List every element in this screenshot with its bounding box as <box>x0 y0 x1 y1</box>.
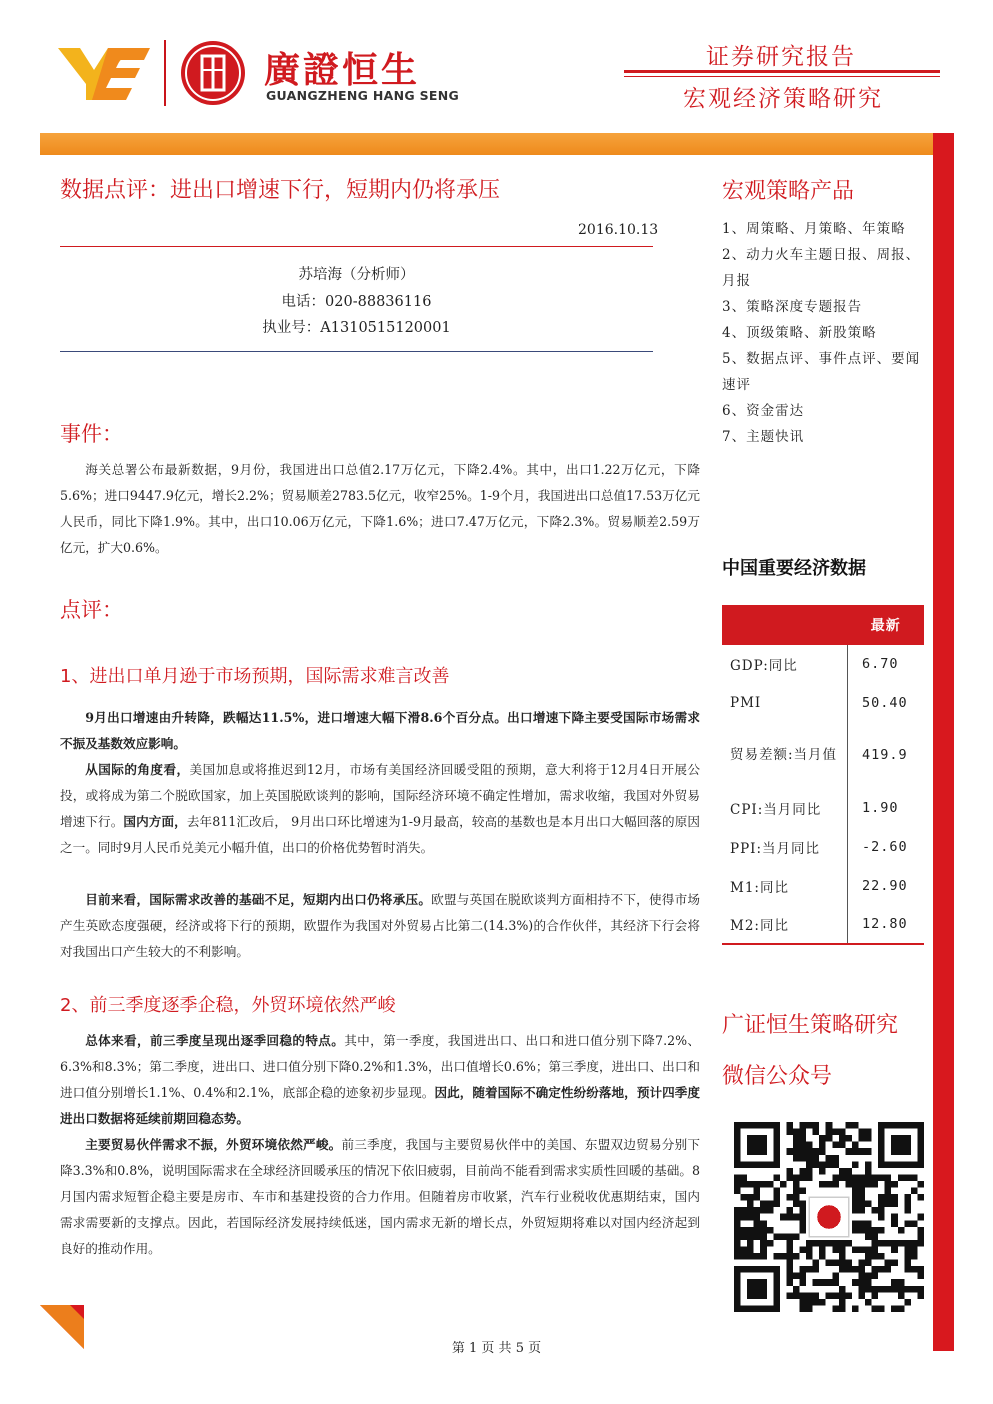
product-item: 3、策略深度专题报告 <box>722 299 863 315</box>
econ-value: 50.40 <box>862 694 908 711</box>
econ-label: PPI:当月同比 <box>722 827 848 866</box>
product-item: 5、数据点评、事件点评、要闻速评 <box>722 351 921 393</box>
wechat-subtitle: 微信公众号 <box>722 1064 833 1089</box>
wechat-title: 广证恒生策略研究 <box>722 1013 899 1038</box>
econ-value: 6.70 <box>862 656 899 672</box>
brand-name-en: GUANGZHENG HANG SENG <box>266 88 460 103</box>
table-header-blank <box>722 605 848 645</box>
section2-p1-text1: 其中，第一季度，我国进出口、出口和进口值分别下降7.2%、6.3%和8.3%；第二季度，进出口、进口值分别下降0.2%和1.3%，出口值增长0.6%；第三季度，进出口、出口和进口值分别增长1.1%、0.4%和2.1%，底部企稳的迹象初步显现。 <box>60 1033 700 1100</box>
section1-paragraph-3 <box>60 887 700 965</box>
products-list <box>722 216 928 450</box>
brand-name-cn: 廣證恒生 <box>264 50 421 91</box>
product-item: 7、主题快讯 <box>722 429 805 445</box>
econ-value: -2.60 <box>862 838 908 855</box>
product-item: 2、动力火车主题日报、周报、月报 <box>722 247 921 289</box>
econ-label: PMI <box>722 683 848 722</box>
table-row <box>722 866 924 905</box>
table-row <box>722 645 924 683</box>
section1-p2-text2: 去年811汇改后， 9月出口环比增速为1-9月最高，较高的基数也是本月出口大幅回落的原因之一。同时9月人民币兑美元小幅升值，出口的价格优势暂时消失。 <box>60 814 701 855</box>
section2-heading: 2、前三季度逐季企稳，外贸环境依然严峻 <box>60 995 396 1016</box>
econ-data-heading: 中国重要经济数据 <box>722 558 866 579</box>
author-divider <box>60 351 653 352</box>
table-row <box>722 788 924 827</box>
econ-data-table <box>722 605 924 945</box>
review-heading: 点评： <box>60 598 123 622</box>
econ-label: CPI:当月同比 <box>722 788 848 827</box>
header-rule-thin <box>624 76 940 77</box>
section2-p2-text: 前三季度，我国与主要贸易伙伴中的美国、东盟双边贸易分别下降3.3%和0.8%，说明国际需求在全球经济回暖承压的情况下依旧疲弱，目前尚不能看到需求实质性回暖的基础。8月国内需求短暂企稳主要是房市、车市和基建投资的合力作用。但随着房市收紧，汽车行业税收优惠期结束，国内需求需要新的支撑点。因此，若国际经济发展持续低迷，国内需求无新的增长点，外贸短期将难以对国内经济起到良好的推动作用。 <box>60 1137 701 1256</box>
table-row <box>722 827 924 866</box>
side-band <box>933 133 954 1351</box>
products-heading: 宏观策略产品 <box>722 179 855 204</box>
table-row <box>722 722 924 788</box>
section2-p1-bold2: 因此，随着国际不确定性纷纷落地，预计四季度进出口数据将延续前期回稳态势。 <box>60 1085 701 1126</box>
product-item: 1、周策略、月策略、年策略 <box>722 221 906 237</box>
section1-paragraph-1 <box>60 705 700 757</box>
econ-value: 12.80 <box>848 905 925 944</box>
section1-heading: 1、进出口单月逊于市场预期，国际需求难言改善 <box>60 666 450 687</box>
wechat-qr-code-icon <box>734 1122 924 1312</box>
brand-logo-icon <box>58 44 150 100</box>
header-rule <box>624 70 940 73</box>
econ-value: 419.9 <box>862 747 908 763</box>
product-item: 6、资金雷达 <box>722 403 805 419</box>
section2-paragraph-2 <box>60 1132 700 1262</box>
report-type: 证券研究报告 <box>706 44 856 70</box>
page-number: 第 1 页 共 5 页 <box>451 1341 542 1356</box>
econ-value: 1.90 <box>862 799 899 816</box>
section1-p2-bold1: 从国际的角度看， <box>85 762 190 777</box>
section1-paragraph-2 <box>60 757 700 861</box>
title-divider <box>60 246 653 247</box>
section2-paragraph-1 <box>60 1028 700 1132</box>
table-header-row <box>722 605 924 645</box>
section1-p3-bold: 目前来看，国际需求改善的基础不足，短期内出口仍将承压。 <box>85 892 432 907</box>
econ-label: M1:同比 <box>722 866 848 905</box>
product-item: 4、顶级策略、新股策略 <box>722 325 877 341</box>
econ-label: GDP:同比 <box>722 645 848 683</box>
section2-p1-bold1: 总体来看，前三季度呈现出逐季回稳的特点。 <box>85 1033 345 1048</box>
report-series: 宏观经济策略研究 <box>683 86 883 112</box>
analyst-name: 苏培海（分析师） <box>298 267 415 283</box>
econ-label: M2:同比 <box>722 905 848 944</box>
analyst-license: 执业号：A1310515120001 <box>262 320 451 336</box>
section1-p3-text: 欧盟与英国在脱欧谈判方面相持不下，使得市场产生英欧态度强硬，经济或将下行的预期，欧盟作为我国对外贸易占比第二(14.3%)的合作伙伴，其经济下行会将对我国出口产生较大的不利影响。 <box>60 892 701 959</box>
section1-p2-text1: 美国加息或将推迟到12月，市场有美国经济回暖受阻的预期，意大利将于12月4日开展公投，或将成为第二个脱欧国家，加上英国脱欧谈判的影响，国际经济环境不确定性增加，需求收缩，我国对外贸易增速下行。 <box>60 762 700 829</box>
section1-p2-bold2: 国内方面， <box>123 814 187 829</box>
report-date: 2016.10.13 <box>578 222 659 238</box>
section2-p2-bold: 主要贸易伙伴需求不振，外贸环境依然严峻。 <box>85 1137 342 1152</box>
section1-p1-bold: 9月出口增速由升转降，跌幅达11.5%，进口增速大幅下滑8.6个百分点。出口增速下降主要受国际市场需求不振及基数效应影响。 <box>60 710 700 751</box>
report-title: 数据点评：进出口增速下行，短期内仍将承压 <box>60 178 501 203</box>
event-heading: 事件： <box>60 422 123 446</box>
event-text: 海关总署公布最新数据，9月份，我国进出口总值2.17万亿元，下降2.4%。其中，出口1.22万亿元，下降5.6%；进口9447.9亿元，增长2.2%；贸易顺差2783.5亿元，收窄25%。1-9个月，我国进出口总值17.53万亿元人民币，同比下降1.9%。其中，出口10.06万亿元，下降1.6%；进口7.47万亿元，下降2.3%。贸易顺差2.59万亿元，扩大0.6%。 <box>60 462 700 555</box>
header-band <box>40 133 933 155</box>
table-header-latest: 最新 <box>848 605 925 645</box>
logo-divider <box>164 40 166 106</box>
analyst-phone: 电话：020-88836116 <box>281 294 432 310</box>
table-row <box>722 683 924 722</box>
econ-label: 贸易差额:当月值 <box>722 722 848 788</box>
table-row <box>722 905 924 944</box>
seal-logo-icon <box>180 40 246 106</box>
econ-value: 22.90 <box>862 877 908 894</box>
